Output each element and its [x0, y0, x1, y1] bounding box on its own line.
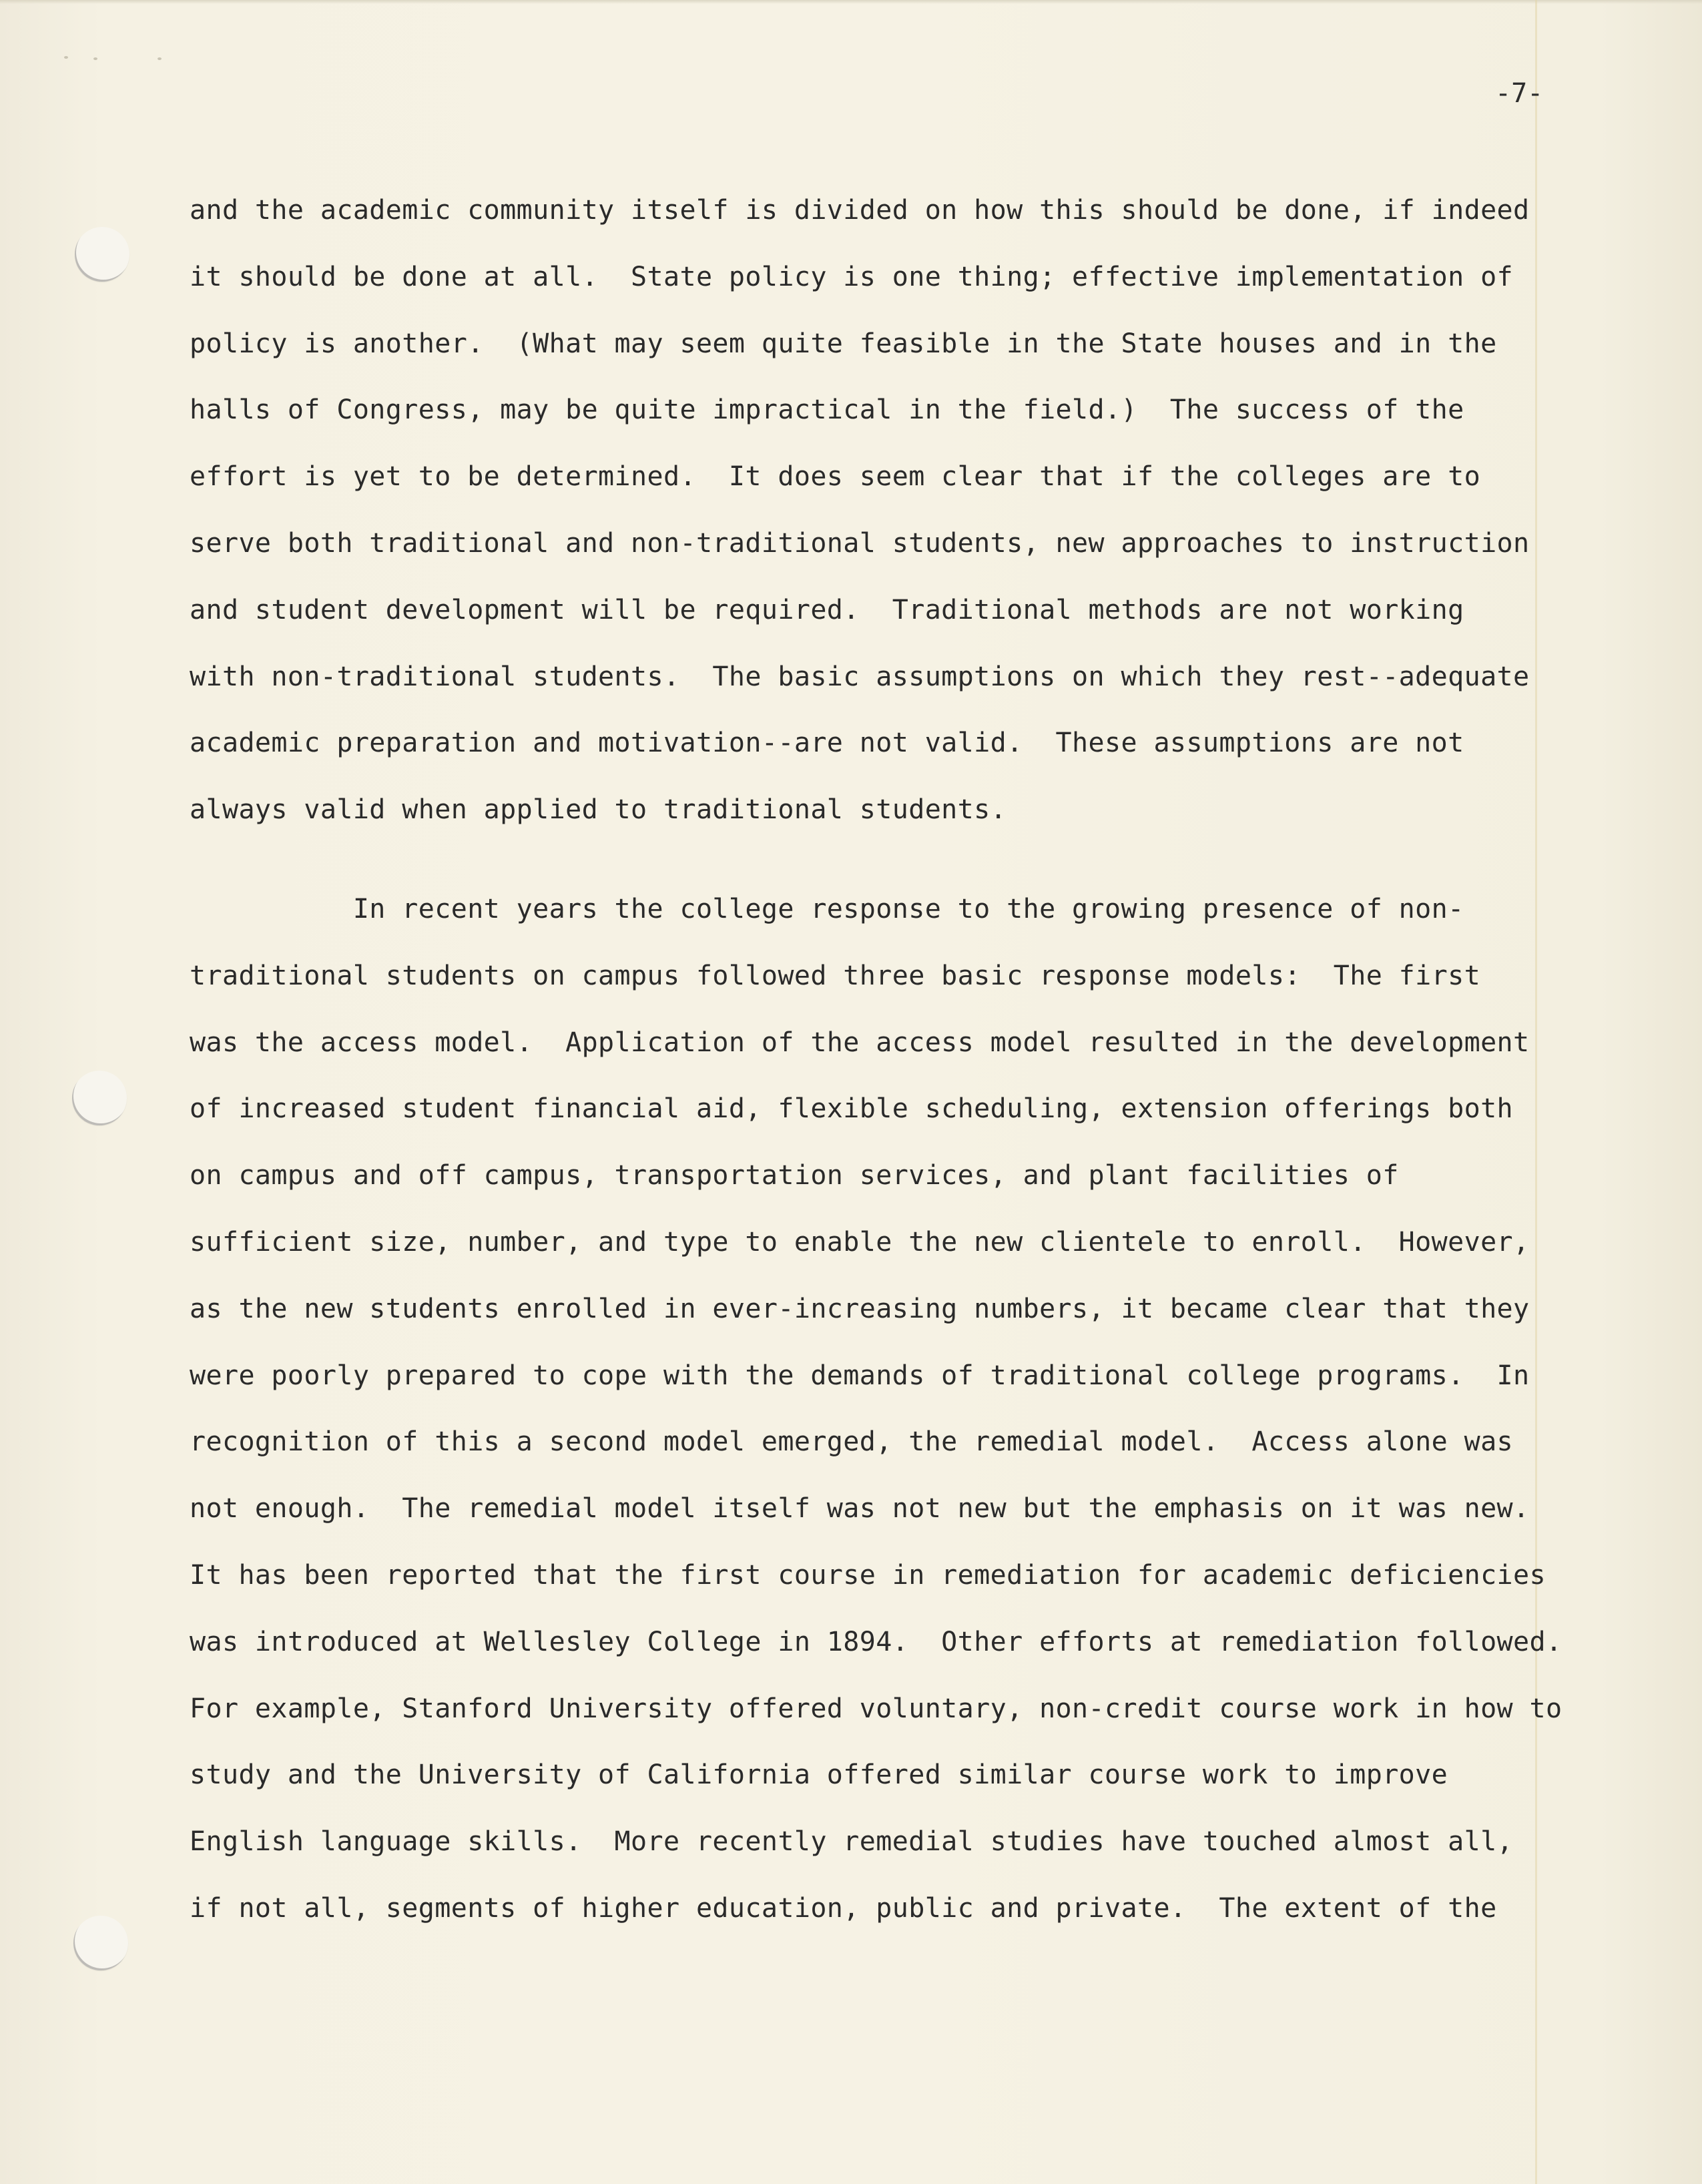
text-line: was the access model. Application of the access model resulted in the development	[190, 1027, 1530, 1058]
text-line: was introduced at Wellesley College in 1894. Other efforts at remediation followed.	[190, 1626, 1563, 1657]
text-line: traditional students on campus followed three basic response models: The first	[190, 960, 1481, 991]
text-line: academic preparation and motivation--are not valid. These assumptions are not	[190, 728, 1464, 759]
text-line: if not all, segments of higher education, public and private. The extent of the	[190, 1892, 1497, 1924]
punch-hole-top	[75, 227, 129, 282]
text-line: and the academic community itself is divided on how this should be done, if indeed	[190, 195, 1530, 226]
text-line: on campus and off campus, transportation services, and plant facilities of	[190, 1160, 1399, 1191]
text-line: sufficient size, number, and type to enable the new clientele to enroll. However,	[190, 1226, 1530, 1258]
text-line: recognition of this a second model emerged, the remedial model. Access alone was	[190, 1426, 1514, 1458]
text-line: of increased student financial aid, flexible scheduling, extension offerings both	[190, 1093, 1514, 1125]
text-line: serve both traditional and non-traditional students, new approaches to instruction	[190, 527, 1530, 559]
text-line: English language skills. More recently remedial studies have touched almost all,	[190, 1826, 1514, 1858]
text-line: It has been reported that the first course in remediation for academic deficiencies	[190, 1559, 1546, 1591]
page-number: -7-	[1495, 78, 1544, 109]
page-top-edge	[0, 0, 1702, 4]
text-line: with non-traditional students. The basic assumptions on which they rest--adequate	[190, 661, 1530, 692]
text-line: For example, Stanford University offered voluntary, non-credit course work in how to	[190, 1693, 1563, 1724]
text-line: as the new students enrolled in ever-increasing numbers, it became clear that they	[190, 1293, 1530, 1324]
text-line: In recent years the college response to the growing presence of non-	[190, 893, 1464, 924]
text-line: always valid when applied to traditional students.	[190, 794, 1007, 826]
paragraph-2	[190, 876, 1605, 1942]
text-line: not enough. The remedial model itself was not new but the emphasis on it was new.	[190, 1493, 1530, 1525]
text-line: study and the University of California offered similar course work to improve	[190, 1759, 1448, 1791]
paper-speck	[158, 57, 162, 60]
paragraph-1	[190, 178, 1605, 844]
text-line: effort is yet to be determined. It does seem clear that if the colleges are to	[190, 461, 1481, 493]
paper-speck	[93, 57, 97, 60]
paper-speck	[64, 56, 68, 59]
paragraph-gap	[190, 844, 1605, 876]
punch-hole-bottom	[73, 1916, 128, 1970]
punch-hole-middle	[72, 1071, 127, 1125]
body-text	[190, 178, 1605, 1942]
text-line: it should be done at all. State policy is one thing; effective implementation of	[190, 261, 1514, 292]
text-line: and student development will be required. Traditional methods are not working	[190, 594, 1464, 625]
text-line: halls of Congress, may be quite impractical in the field.) The success of the	[190, 394, 1464, 426]
text-line: policy is another. (What may seem quite feasible in the State houses and in the	[190, 328, 1497, 359]
text-line: were poorly prepared to cope with the demands of traditional college programs. In	[190, 1360, 1530, 1391]
